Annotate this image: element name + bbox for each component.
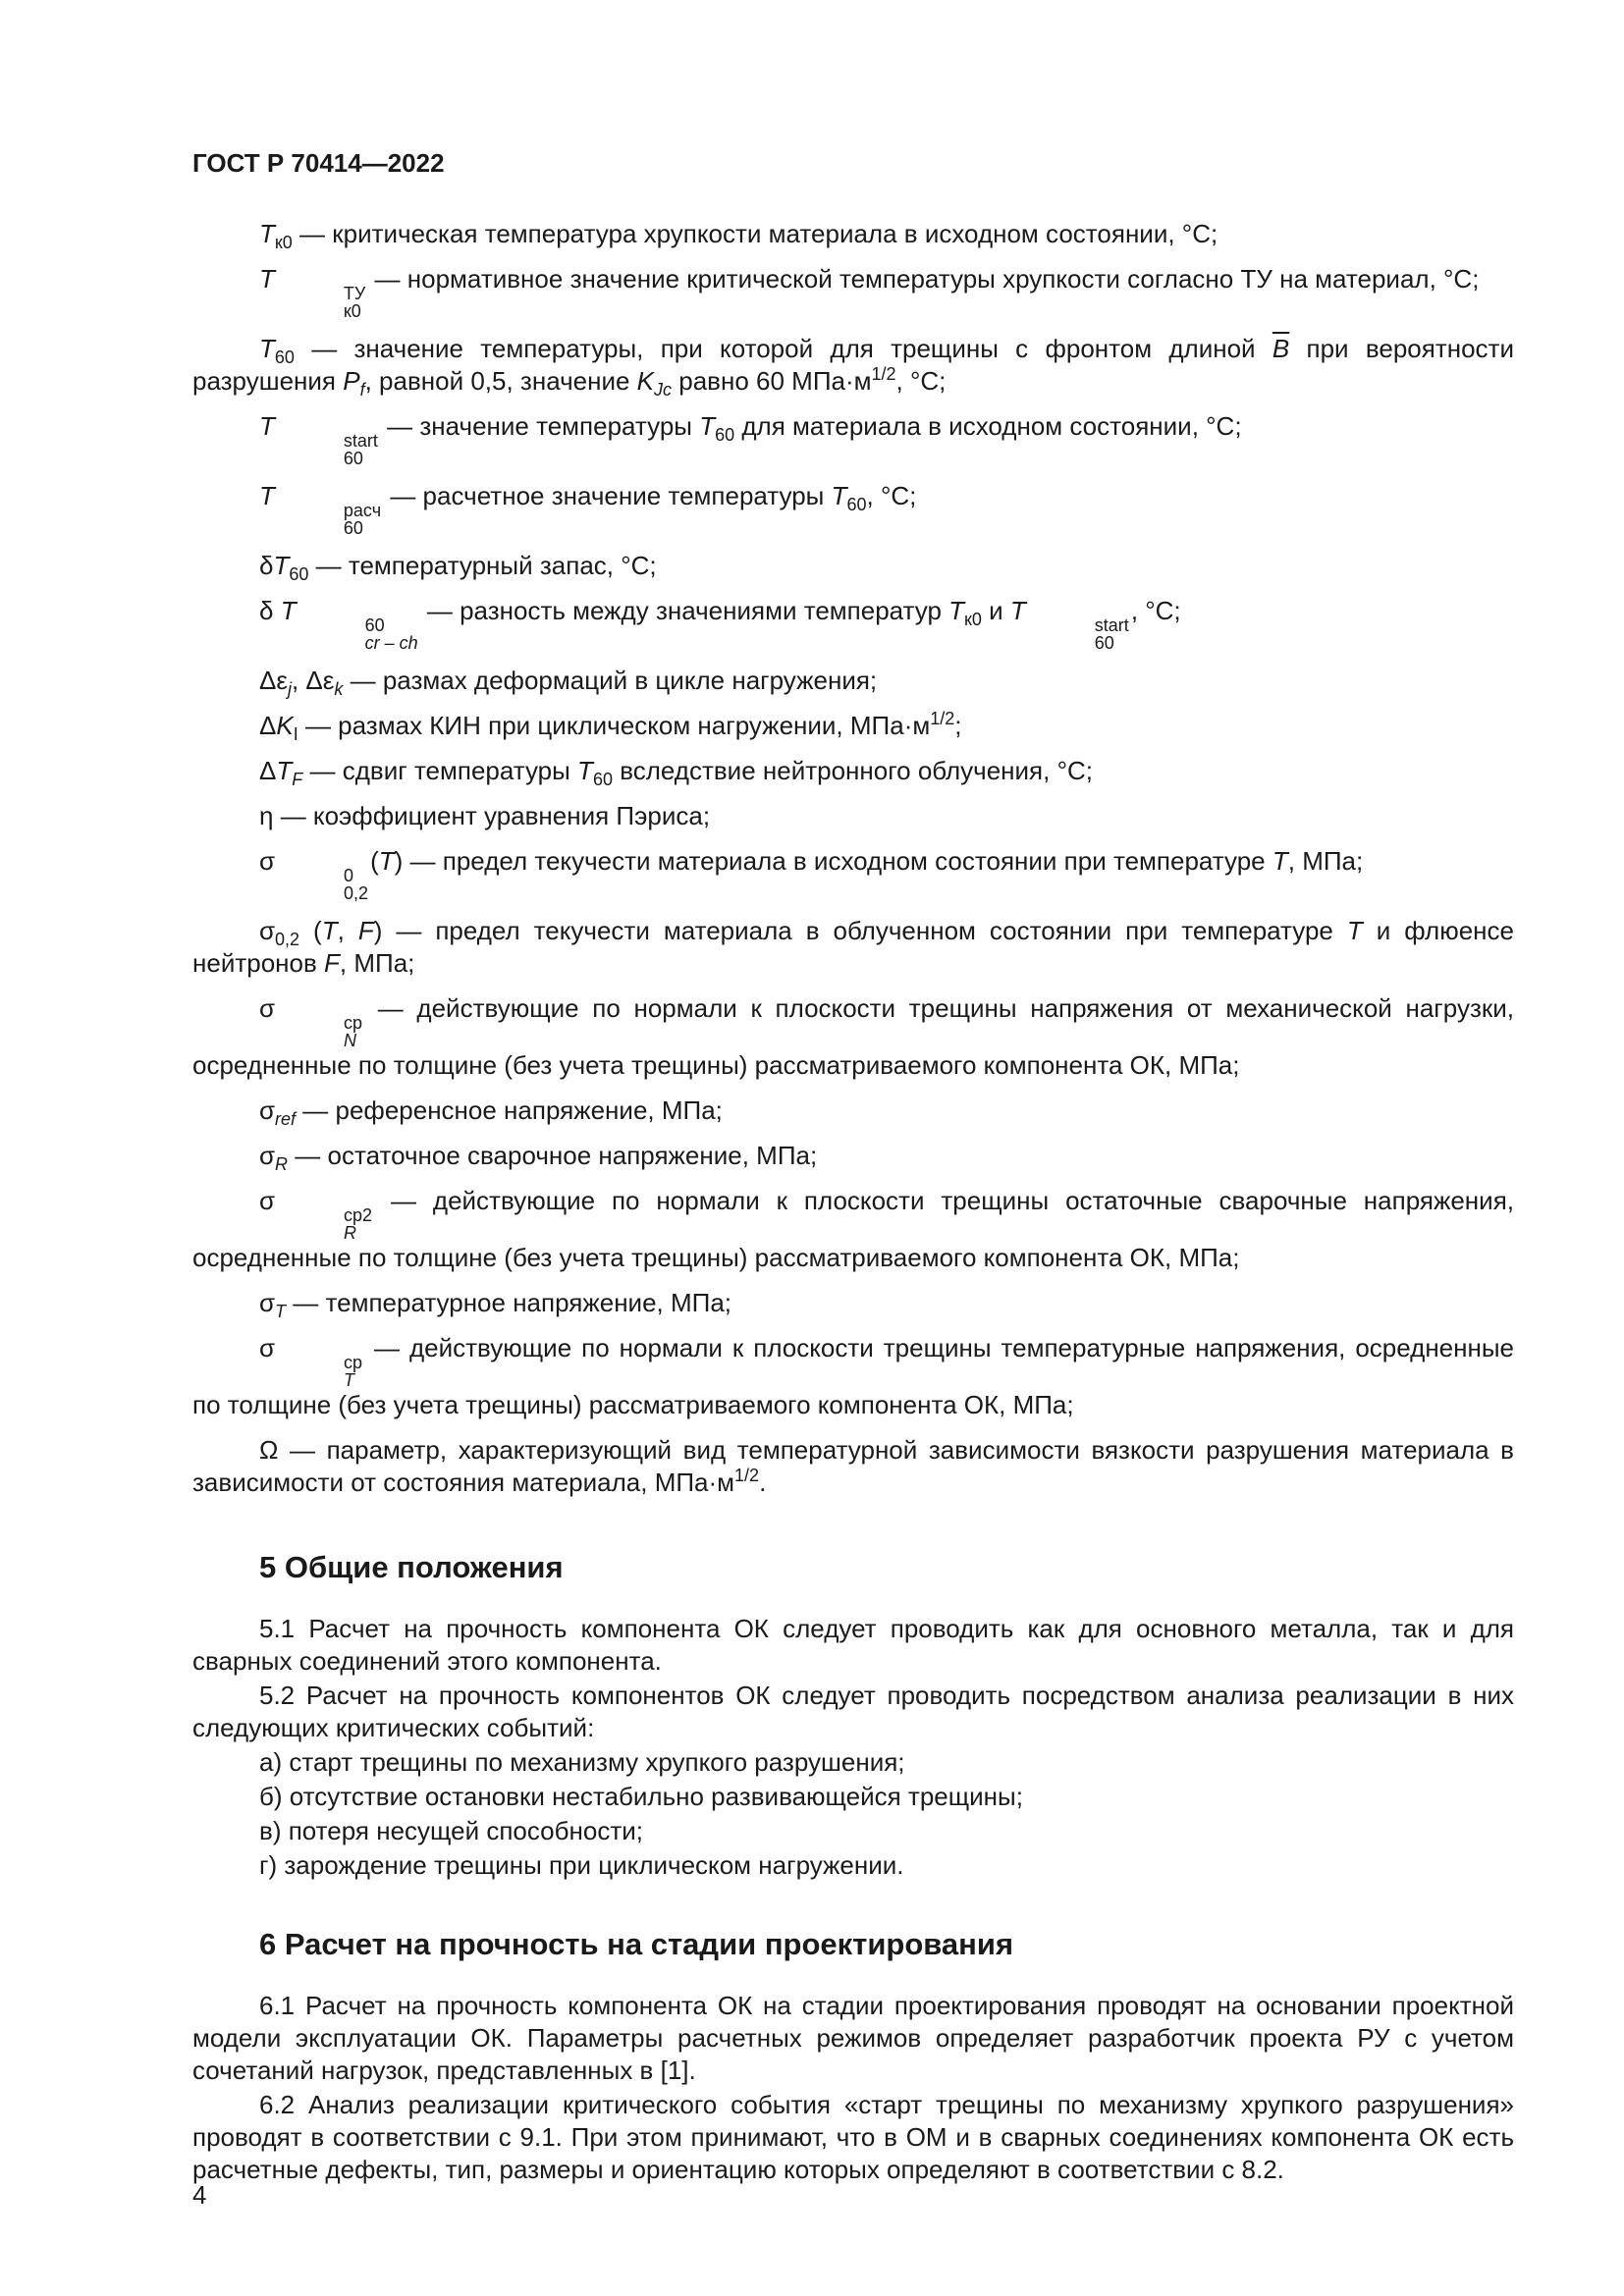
ref-symbol: T	[1009, 596, 1026, 625]
symbol-sub: к0	[274, 233, 293, 252]
symbol-main: T	[259, 481, 275, 510]
symbol-desc: и флюенсе нейтронов	[192, 916, 1514, 978]
section-6-title: 6 Расчет на прочность на стадии проектирования	[259, 1927, 1014, 1961]
kjc-sub: Jc	[654, 380, 673, 400]
symbol-desc: , МПа;	[339, 948, 415, 978]
symbol-scripts	[277, 1206, 372, 1242]
symbol-sup: start	[343, 431, 378, 451]
symbol-desc: при вероятности разрушения	[192, 334, 1514, 396]
symbol-main: T	[259, 411, 275, 441]
ref-sub: 60	[592, 770, 613, 789]
symbol-main: σ	[259, 1095, 276, 1125]
ref-symbol: T	[699, 411, 716, 441]
symbol-sub: 0,2	[275, 930, 300, 949]
symbol-desc: — предел текучести материала в исходном состоянии при температуре	[403, 846, 1272, 876]
symbol-main: K	[276, 711, 294, 740]
symbol-main: σ	[259, 1141, 276, 1170]
symbol-t60-start	[192, 410, 1514, 467]
symbol-sup: расч	[343, 501, 382, 520]
symbol-desc: — размах деформаций в цикле нагружения;	[343, 666, 878, 695]
symbol-desc: — температурное напряжение, МПа;	[286, 1288, 732, 1317]
symbol-desc: — сдвиг температуры	[302, 756, 578, 785]
symbol-desc: равно 60 МПа·м	[672, 366, 872, 396]
symbol-desc: , °С;	[866, 481, 917, 510]
symbol-desc: — размах КИН при циклическом нагружении, МПа·м	[298, 711, 931, 740]
symbol-desc: вследствие нейтронного облучения, °С;	[612, 756, 1093, 785]
symbol-arg: )	[373, 916, 383, 945]
ref-sub: 60	[1094, 633, 1114, 653]
paragraph-5-2: 5.2 Расчет на прочность компонентов ОК следует проводить посредством анализа реализации в них следующих критических событий:	[192, 1681, 1514, 1742]
symbol-desc: — действующие по нормали к плоскости трещины напряжения от механической нагрузки, осредненные по толщине (без учета трещины) рассматриваемого компонента ОК, МПа;	[192, 993, 1514, 1080]
symbol-main: σ	[259, 1288, 276, 1317]
symbol-desc: ;	[954, 711, 962, 740]
symbol-tk0	[192, 218, 1514, 250]
list-item: г) зарождение трещины при циклическом нагружении.	[259, 1850, 904, 1880]
symbol-sub: F	[292, 770, 303, 789]
symbol-desc: , МПа;	[1287, 846, 1364, 876]
power-sup: 1/2	[871, 364, 896, 384]
symbol-sub: T	[275, 1302, 287, 1321]
symbol-sub: N	[344, 1031, 357, 1050]
symbol-arg-f: F	[357, 916, 374, 945]
ref-symbol: T	[1346, 916, 1363, 945]
symbol-main: T	[276, 756, 293, 785]
symbol-sub: k	[334, 679, 344, 699]
symbol-sigma-t	[192, 1287, 1514, 1319]
symbol-desc: для материала в исходном состоянии, °С;	[734, 411, 1242, 441]
symbol-desc: — критическая температура хрупкости материала в исходном состоянии, °С;	[292, 219, 1218, 248]
symbol-arg: (	[299, 916, 322, 945]
symbol-dtf	[192, 755, 1514, 787]
list-item: б) отсутствие остановки нестабильно развивающейся трещины;	[259, 1782, 1023, 1811]
ref-symbol: T	[1272, 846, 1288, 876]
symbol-sup: ср	[344, 1353, 363, 1372]
symbol-eta	[192, 800, 1514, 832]
symbol-deps	[192, 665, 1514, 697]
symbol-sub: 0,2	[344, 883, 369, 903]
symbol-sub: j	[287, 679, 292, 699]
symbol-main: η	[259, 801, 274, 830]
symbol-omega	[192, 1434, 1514, 1499]
symbol-scripts	[277, 432, 378, 467]
symbol-sub: ref	[275, 1109, 297, 1129]
section-5-title: 5 Общие положения	[259, 1550, 564, 1584]
symbol-arg-t: T	[321, 916, 338, 945]
document-id: ГОСТ Р 70414—2022	[192, 148, 445, 178]
symbol-scripts	[277, 867, 368, 902]
symbol-desc: , равной 0,5, значение	[364, 366, 637, 396]
symbol-main: T	[280, 596, 297, 625]
symbol-arg: ,	[337, 916, 358, 945]
symbol-dt-crch	[192, 595, 1514, 652]
symbol-desc: — действующие по нормали к плоскости трещины температурные напряжения, осредненные по толщине (без учета трещины) рассматриваемого компонента ОК, МПа;	[192, 1333, 1514, 1419]
symbol-main: σ	[259, 993, 276, 1023]
symbol-main: T	[273, 551, 290, 580]
symbol-desc: — предел текучести материала в облученном состоянии при температуре	[382, 916, 1347, 945]
symbol-desc: — параметр, характеризующий вид температурной зависимости вязкости разрушения материала в зависимости от состояния материала, МПа·м	[192, 1435, 1514, 1497]
list-item: а) старт трещины по механизму хрупкого разрушения;	[259, 1747, 905, 1777]
symbol-sup: 60	[364, 615, 385, 635]
symbol-t60-rasch	[192, 480, 1514, 537]
symbol-sigma-n	[192, 992, 1514, 1082]
symbol-arg: (	[370, 846, 379, 876]
symbol-sigma-r	[192, 1140, 1514, 1172]
paragraph-5-1: 5.1 Расчет на прочность компонента ОК следует проводить как для основного металла, так и для сварных соединений этого компонента.	[192, 1614, 1514, 1676]
symbol-sigma-r2	[192, 1185, 1514, 1274]
ref-symbol: T	[948, 596, 965, 625]
symbol-scripts	[298, 616, 418, 652]
symbol-scripts	[277, 1014, 362, 1049]
symbol-dk	[192, 710, 1514, 742]
symbol-main: T	[259, 264, 275, 294]
power-sup: 1/2	[734, 1466, 760, 1485]
ref-symbol: F	[324, 948, 340, 978]
symbol-sub: к0	[343, 301, 361, 321]
symbol-sup: ср2	[344, 1205, 373, 1225]
symbol-desc: — остаточное сварочное напряжение, МПа;	[288, 1141, 818, 1170]
symbol-sigma-tcp	[192, 1332, 1514, 1421]
symbol-sub: I	[293, 724, 298, 744]
symbol-sub: cr – ch	[364, 633, 418, 653]
symbol-dt60	[192, 550, 1514, 582]
symbol-sub: R	[275, 1154, 289, 1174]
ref-symbol: T	[831, 481, 847, 510]
ref-sub: к0	[964, 610, 982, 629]
probability-sub: f	[359, 380, 365, 400]
symbol-sep: , Δε	[291, 666, 335, 695]
symbol-sup: 0	[344, 866, 354, 885]
symbol-desc: — разность между значениями температур	[419, 596, 949, 625]
symbol-main: Ω	[259, 1435, 279, 1465]
crack-front-symbol: $\overline{B}$	[1272, 334, 1290, 363]
ref-sub: 60	[846, 495, 867, 514]
symbol-desc: — референсное напряжение, МПа;	[296, 1095, 723, 1125]
power-sup: 1/2	[930, 709, 955, 728]
symbol-desc: — значение температуры, при которой для трещины с фронтом длиной	[294, 334, 1272, 363]
paragraph-6-2: 6.2 Анализ реализации критического события «старт трещины по механизму хрупкого разрушения» проводят в соответствии с 9.1. При этом принимают, что в ОМ и в сварных соединениях компонента ОК есть расчетные дефекты, тип, размеры и ориентацию которых определяют в соответствии с 8.2.	[192, 2090, 1514, 2184]
symbol-scripts	[277, 502, 381, 537]
symbol-desc: .	[759, 1468, 767, 1497]
symbol-sigma-f	[192, 915, 1514, 980]
symbol-sub: 60	[289, 564, 309, 584]
symbol-scripts	[277, 1354, 362, 1389]
list-item: в) потеря несущей способности;	[259, 1816, 643, 1845]
paragraph-6-1: 6.1 Расчет на прочность компонента ОК на стадии проектирования проводят на основании проектной модели эксплуатации ОК. Параметры расчетных режимов определяет разработчик проекта РУ с учетом сочетаний нагрузок, представленных в [1].	[192, 1991, 1514, 2085]
symbol-arg-t: T	[378, 846, 395, 876]
symbol-desc: , °С;	[895, 366, 947, 396]
symbol-main: σ	[259, 916, 276, 945]
symbol-t60	[192, 333, 1514, 398]
symbol-main: T	[259, 219, 275, 248]
symbol-sub: R	[344, 1223, 357, 1243]
symbol-desc: — действующие по нормали к плоскости трещины остаточные сварочные напряжения, осредненные по толщине (без учета трещины) рассматриваемого компонента ОК, МПа;	[192, 1186, 1514, 1272]
symbol-sup: ТУ	[343, 284, 366, 303]
symbol-desc: — расчетное значение температуры	[383, 481, 832, 510]
symbol-main: σ	[259, 846, 276, 876]
symbol-main: σ	[259, 1186, 276, 1215]
ref-scripts	[1028, 616, 1129, 652]
body-text	[192, 218, 1514, 2188]
probability-symbol: P	[343, 366, 360, 396]
symbol-desc: , °С;	[1130, 596, 1181, 625]
symbol-sub: 60	[343, 518, 363, 538]
symbol-scripts	[277, 285, 365, 320]
ref-sup: start	[1094, 615, 1129, 635]
symbol-sigma-ref	[192, 1095, 1514, 1127]
symbol-delta: Δε	[259, 666, 288, 695]
symbol-tk0-tu	[192, 263, 1514, 320]
kjc-symbol: K	[636, 366, 655, 396]
symbol-delta: Δ	[259, 756, 277, 785]
symbol-delta: δ	[259, 551, 274, 580]
symbol-sigma0	[192, 845, 1514, 902]
symbol-desc: — нормативное значение критической температуры хрупкости согласно ТУ на материал, °С;	[367, 264, 1480, 294]
page-number: 4	[192, 2180, 207, 2210]
symbol-delta: Δ	[259, 711, 277, 740]
ref-symbol: T	[577, 756, 593, 785]
symbol-arg: )	[394, 846, 404, 876]
ref-sub: 60	[715, 425, 735, 445]
symbol-delta: δ	[259, 596, 281, 625]
symbol-desc: — коэффициент уравнения Пэриса;	[273, 801, 711, 830]
symbol-main: T	[259, 334, 275, 363]
symbol-main: σ	[259, 1333, 276, 1362]
symbol-desc: — температурный запас, °С;	[308, 551, 657, 580]
symbol-sup: ср	[344, 1013, 363, 1033]
symbol-sub: T	[344, 1370, 355, 1390]
symbol-sub: 60	[343, 449, 363, 468]
symbol-desc: и	[981, 596, 1010, 625]
symbol-desc: — значение температуры	[379, 411, 700, 441]
symbol-sub: 60	[274, 347, 295, 367]
